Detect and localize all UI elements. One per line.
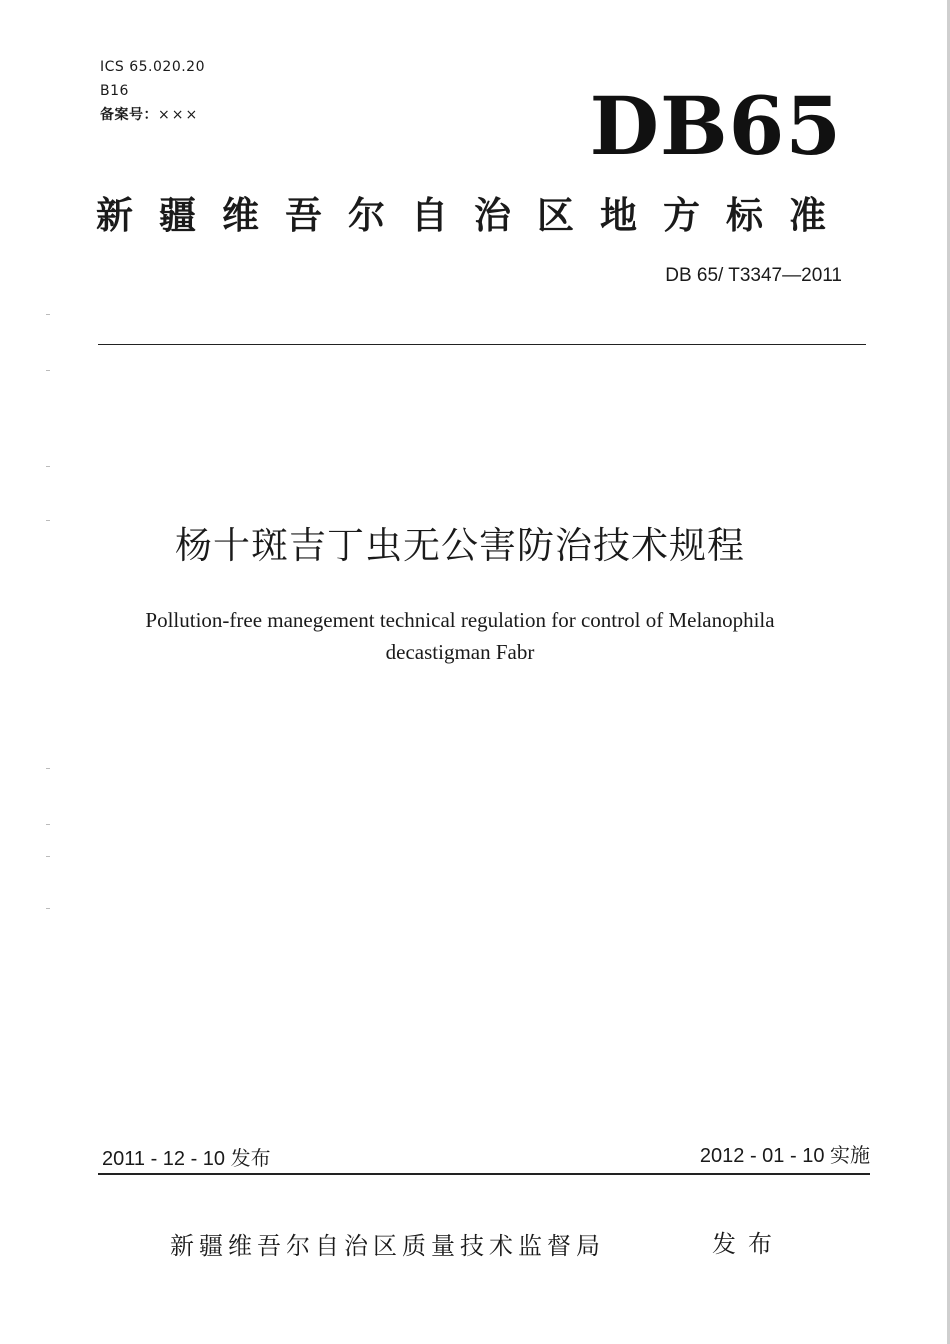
filing-label: 备案号：	[100, 107, 158, 123]
top-divider	[98, 344, 866, 345]
standard-number: DB 65/ T3347—2011	[665, 265, 842, 286]
publisher-name: 新疆维吾尔自治区质量技术监督局	[170, 1232, 605, 1260]
filing-value: ×××	[158, 107, 200, 123]
publish-label: 发布	[712, 1230, 784, 1258]
bottom-divider	[98, 1173, 870, 1175]
organization-title: 新疆维吾尔自治区地方标准	[96, 194, 852, 237]
issue-date: 2011 - 12 - 10 发布	[102, 1148, 271, 1170]
document-title-chinese: 杨十斑吉丁虫无公害防治技术规程	[175, 524, 745, 567]
classification-code: B16	[100, 83, 129, 99]
implementation-date: 2012 - 01 - 10 实施	[699, 1145, 870, 1167]
scan-specks	[40, 300, 70, 940]
ics-code: ICS 65.020.20	[100, 59, 205, 75]
db65-logo: DB65	[589, 79, 842, 173]
filing-number	[100, 106, 199, 124]
document-title-english: Pollution-free manegement technical regulation for control of Melanophila decastigman Fabr	[145, 608, 775, 664]
